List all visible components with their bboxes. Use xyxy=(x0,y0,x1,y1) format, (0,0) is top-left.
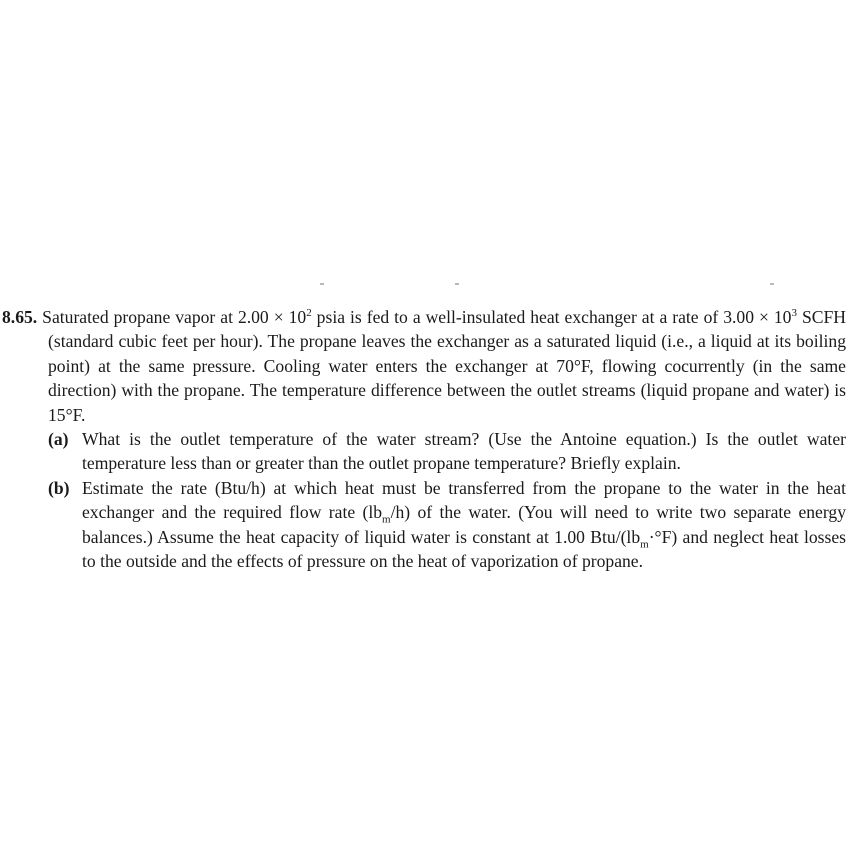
exponent: 3 xyxy=(791,307,797,320)
part-b-text-1: Estimate the rate (Btu/h) at which heat must be transferred from the propane to the water in the heat exchanger and the required flow rate (lb xyxy=(82,477,846,523)
problem-number: 8.65. xyxy=(2,307,38,327)
problem-8-65 xyxy=(2,305,846,573)
stem-text-1: Saturated propane vapor at 2.00 × 10 xyxy=(42,307,307,327)
subscript: m xyxy=(640,538,649,551)
stem-text-3: SCFH (standard cubic feet per hour). The propane leaves the exchanger as a saturated liquid (i.e., a liquid at its boiling point) at the same pressure. Cooling water enters the exchanger at 70°F, flowing cocurrently (in the same direction) with the propane. The temperature difference between the outlet streams (liquid propane and water) is 15°F. xyxy=(48,307,846,425)
scan-mark xyxy=(770,283,774,285)
exponent: 2 xyxy=(306,307,312,320)
part-a xyxy=(2,427,846,476)
part-b xyxy=(2,476,846,574)
problem-statement xyxy=(2,305,846,427)
part-a-label: (a) xyxy=(48,429,69,450)
scan-mark xyxy=(455,283,459,285)
scan-mark xyxy=(320,283,324,285)
part-b-text-2: /h) of the water. (You will need to write two separate energy balances.) Assume the heat capacity of liquid water is constant at 1.00 Btu/(lb xyxy=(82,502,846,547)
part-b-text-3: ·°F) and neglect heat losses to the outside and the effects of pressure on the heat of vaporization of propane. xyxy=(82,526,846,572)
subscript: m xyxy=(382,513,391,526)
stem-text-2: psia is fed to a well-insulated heat exchanger at a rate of 3.00 × 10 xyxy=(311,307,792,327)
part-a-text: What is the outlet temperature of the water stream? (Use the Antoine equation.) Is the outlet water temperature less than or greater than the outlet propane temperature? Briefly explain. xyxy=(82,429,846,474)
part-b-label: (b) xyxy=(48,477,70,498)
